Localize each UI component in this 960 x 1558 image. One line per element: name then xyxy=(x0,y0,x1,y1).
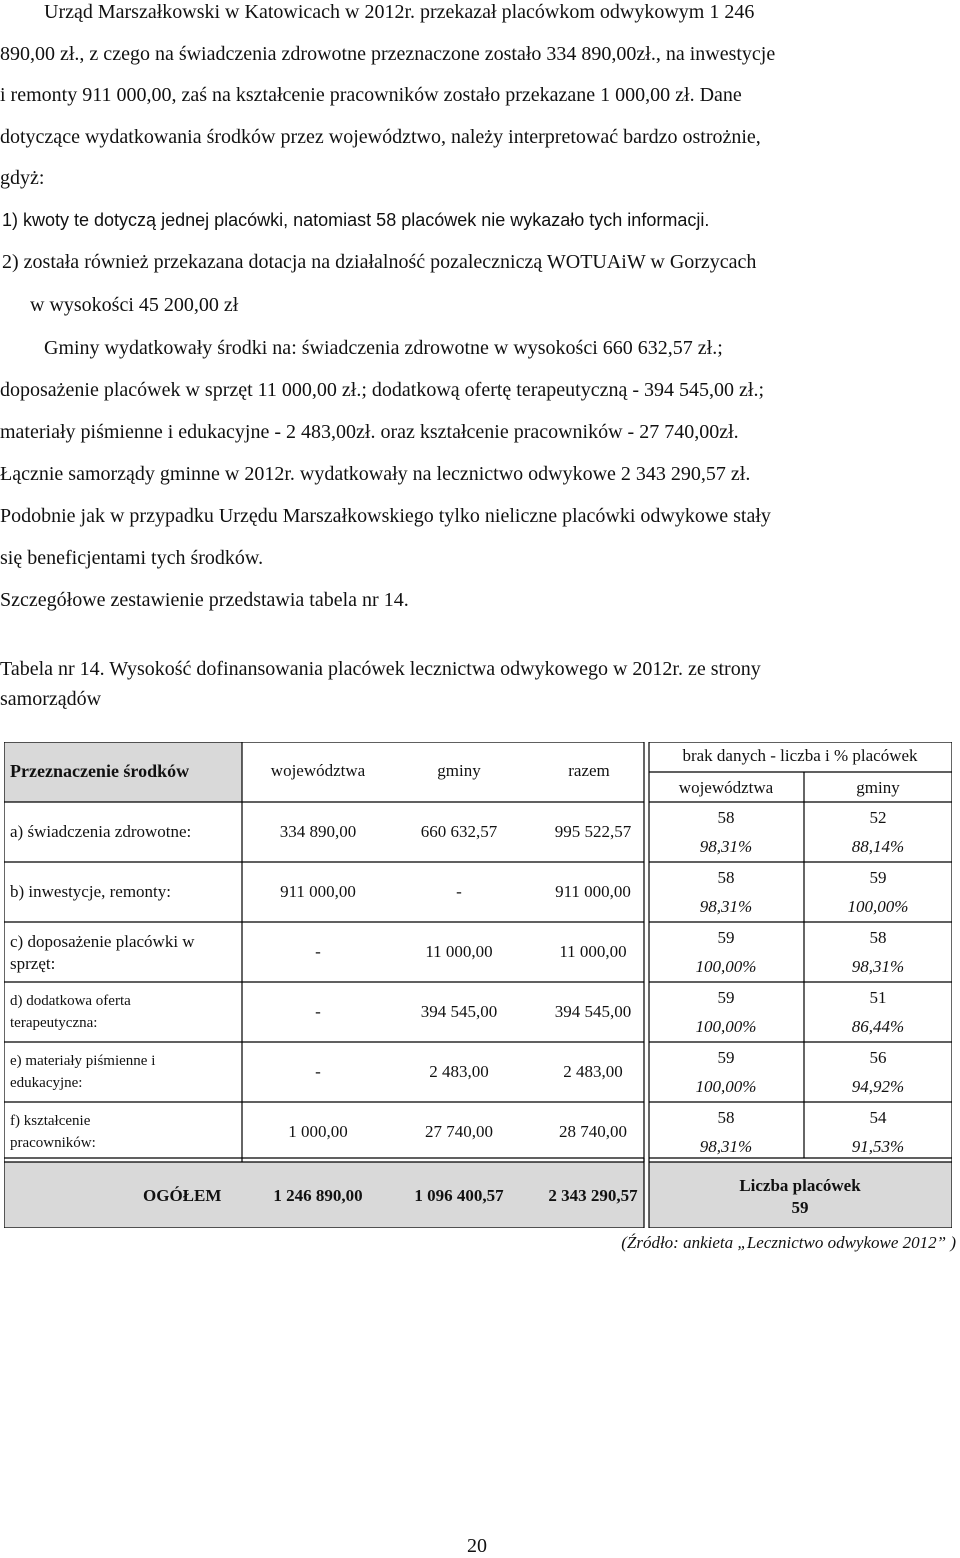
cell-no-data-count-gminy: 54 xyxy=(869,1108,887,1127)
cell-gminy: 11 000,00 xyxy=(425,942,493,961)
cell-no-data-count-gminy: 56 xyxy=(869,1048,887,1067)
cell-gminy: 27 740,00 xyxy=(425,1122,493,1141)
intro-text: 890,00 zł., z czego na świadczenia zdrowotne przeznaczone zostało 334 890,00zł., na inwestycje xyxy=(0,43,776,65)
cell-no-data-count-wojewodztwa: 59 xyxy=(717,928,735,947)
row-label: c) doposażenie placówki w xyxy=(10,932,195,951)
header-no-data-gminy: gminy xyxy=(856,778,900,797)
cell-no-data-count-gminy: 51 xyxy=(869,988,887,1007)
row-label: d) dodatkowa oferta xyxy=(10,993,131,1009)
funding-table xyxy=(4,742,952,1228)
cell-no-data-pct-wojewodztwa: 100,00% xyxy=(695,957,757,976)
cell-no-data-count-wojewodztwa: 59 xyxy=(717,988,735,1007)
row-label: edukacyjne: xyxy=(10,1075,83,1091)
table-caption-line-2: samorządów xyxy=(0,688,102,710)
intro-line-4: dotyczące wydatkowania środków przez województwo, należy interpretować bardzo ostrożnie, xyxy=(0,126,761,148)
cell-wojewodztwa: - xyxy=(315,1002,321,1021)
header-purpose: Przeznaczenie środków xyxy=(10,761,190,781)
cell-gminy: 394 545,00 xyxy=(420,1002,498,1021)
row-label: f) kształcenie xyxy=(10,1113,91,1129)
intro-line-5: gdyż: xyxy=(0,167,45,189)
note-2: 2) została również przekazana dotacja na działalność pozaleczniczą WOTUAiW w Gorzycach xyxy=(2,251,757,273)
cell-no-data-pct-wojewodztwa: 100,00% xyxy=(695,1017,757,1036)
cell-no-data-count-gminy: 52 xyxy=(869,808,887,827)
cell-razem: 11 000,00 xyxy=(559,942,627,961)
intro-line-2 xyxy=(0,42,954,66)
cell-no-data-count-wojewodztwa: 58 xyxy=(717,868,735,887)
cell-wojewodztwa: 334 890,00 xyxy=(279,822,357,841)
intro-line-1 xyxy=(44,0,954,24)
cell-gminy: 660 632,57 xyxy=(420,822,498,841)
cell-no-data-count-wojewodztwa: 58 xyxy=(717,808,735,827)
total-gminy: 1 096 400,57 xyxy=(414,1186,504,1205)
table-grid xyxy=(4,742,952,1228)
cell-gminy: - xyxy=(456,882,462,901)
cell-wojewodztwa: 1 000,00 xyxy=(288,1122,348,1141)
cell-no-data-pct-gminy: 88,14% xyxy=(851,837,905,856)
count-value: 59 xyxy=(791,1198,809,1217)
header-razem: razem xyxy=(568,761,610,780)
cell-razem: 911 000,00 xyxy=(555,882,631,901)
cell-no-data-pct-wojewodztwa: 98,31% xyxy=(699,897,753,916)
cell-no-data-count-gminy: 59 xyxy=(869,868,887,887)
row-label: sprzęt: xyxy=(10,954,56,973)
cell-no-data-pct-gminy: 94,92% xyxy=(851,1077,905,1096)
cell-wojewodztwa: 911 000,00 xyxy=(280,882,356,901)
gminy-line-6: się beneficjentami tych środków. xyxy=(0,547,264,569)
cell-razem: 995 522,57 xyxy=(554,822,632,841)
intro-text: Urząd Marszałkowski w Katowicach w 2012r. przekazał placówkom odwykowym 1 246 xyxy=(44,1,755,23)
row-label: terapeutyczna: xyxy=(10,1015,98,1031)
cell-razem: 2 483,00 xyxy=(563,1062,623,1081)
count-label: Liczba placówek xyxy=(739,1176,861,1195)
cell-razem: 28 740,00 xyxy=(559,1122,627,1141)
row-label: a) świadczenia zdrowotne: xyxy=(10,822,192,841)
cell-no-data-pct-wojewodztwa: 100,00% xyxy=(695,1077,757,1096)
cell-no-data-pct-gminy: 86,44% xyxy=(851,1017,905,1036)
gminy-line-3: materiały piśmienne i edukacyjne - 2 483,00zł. oraz kształcenie pracowników - 27 740,00zł. xyxy=(0,421,739,443)
gminy-line-5: Podobnie jak w przypadku Urzędu Marszałkowskiego tylko nieliczne placówki odwykowe stały xyxy=(0,505,771,527)
note-2-amount: w wysokości 45 200,00 zł xyxy=(30,294,239,316)
cell-no-data-pct-wojewodztwa: 98,31% xyxy=(699,1137,753,1156)
cell-wojewodztwa: - xyxy=(315,942,321,961)
table-caption-line-1: Tabela nr 14. Wysokość dofinansowania placówek lecznictwa odwykowego w 2012r. ze strony xyxy=(0,658,761,680)
note-1: 1) kwoty te dotyczą jednej placówki, natomiast 58 placówek nie wykazało tych informacji. xyxy=(2,210,710,230)
header-gminy: gminy xyxy=(437,761,481,780)
gminy-line-7: Szczegółowe zestawienie przedstawia tabela nr 14. xyxy=(0,589,409,611)
cell-wojewodztwa: - xyxy=(315,1062,321,1081)
cell-no-data-pct-wojewodztwa: 98,31% xyxy=(699,837,753,856)
total-wojewodztwa: 1 246 890,00 xyxy=(273,1186,363,1205)
cell-no-data-pct-gminy: 100,00% xyxy=(847,897,909,916)
gminy-line-4: Łącznie samorządy gminne w 2012r. wydatkowały na lecznictwo odwykowe 2 343 290,57 zł. xyxy=(0,463,751,485)
total-label: OGÓŁEM xyxy=(143,1186,222,1205)
total-razem: 2 343 290,57 xyxy=(548,1186,638,1205)
page-number: 20 xyxy=(467,1535,487,1557)
cell-no-data-count-gminy: 58 xyxy=(869,928,887,947)
row-label: pracowników: xyxy=(10,1135,96,1151)
row-label: b) inwestycje, remonty: xyxy=(10,882,171,901)
cell-razem: 394 545,00 xyxy=(554,1002,632,1021)
cell-no-data-pct-gminy: 98,31% xyxy=(851,957,905,976)
header-no-data: brak danych - liczba i % placówek xyxy=(682,746,918,765)
gminy-line-2: doposażenie placówek w sprzęt 11 000,00 zł.; dodatkową ofertę terapeutyczną - 394 545,00 zł.; xyxy=(0,379,764,401)
cell-no-data-pct-gminy: 91,53% xyxy=(851,1137,905,1156)
header-no-data-wojewodztwa: województwa xyxy=(678,778,774,797)
source-note: (Źródło: ankieta „Lecznictwo odwykowe 2012” ) xyxy=(621,1233,956,1252)
gminy-line-1: Gminy wydatkowały środki na: świadczenia zdrowotne w wysokości 660 632,57 zł.; xyxy=(44,337,723,359)
cell-gminy: 2 483,00 xyxy=(429,1062,489,1081)
row-label: e) materiały piśmienne i xyxy=(10,1053,156,1069)
cell-no-data-count-wojewodztwa: 59 xyxy=(717,1048,735,1067)
header-wojewodztwa: województwa xyxy=(270,761,366,780)
cell-no-data-count-wojewodztwa: 58 xyxy=(717,1108,735,1127)
intro-line-3: i remonty 911 000,00, zaś na kształcenie pracowników zostało przekazane 1 000,00 zł. Dane xyxy=(0,84,742,106)
